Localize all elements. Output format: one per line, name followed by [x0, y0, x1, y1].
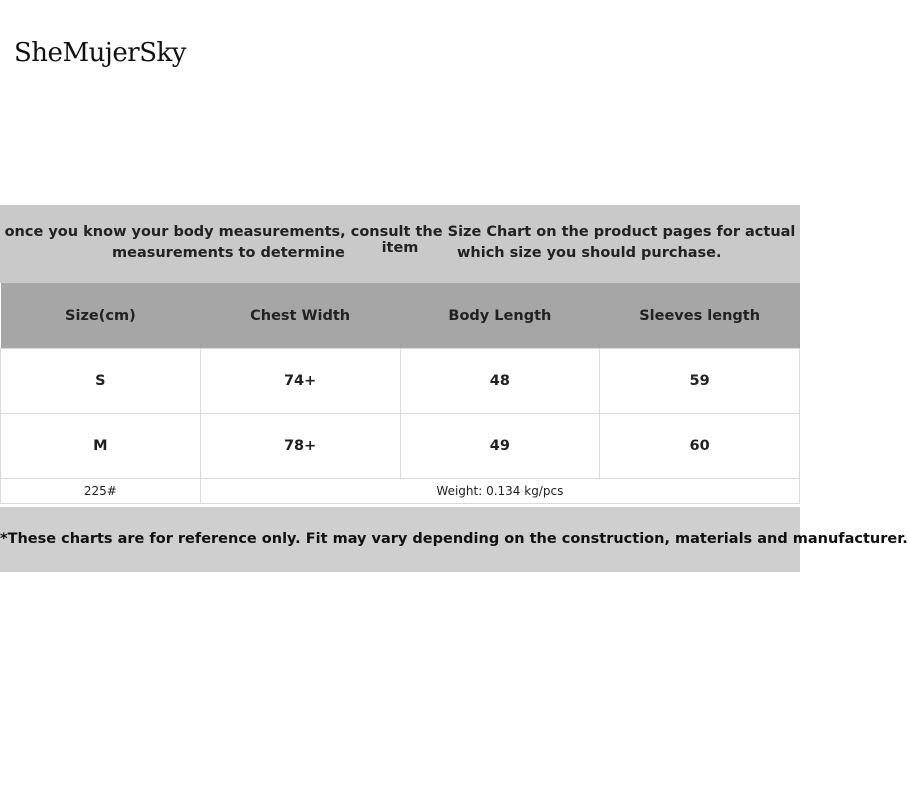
- cell-size: M: [1, 414, 201, 479]
- reference-note: *These charts are for reference only. Fit may vary depending on the construction, materials and manufacturer.: [0, 507, 800, 572]
- size-chart-table: [0, 283, 800, 504]
- table-row: [1, 349, 800, 414]
- header-body-length: Body Length: [400, 283, 600, 349]
- cell-body-length: 49: [400, 414, 600, 479]
- cell-body-length: 48: [400, 349, 600, 414]
- table-footer-row: [1, 479, 800, 504]
- brand-logo: SheMujerSky: [14, 38, 186, 68]
- intro-line-2b: which size you should purchase.: [457, 245, 722, 261]
- intro-line-2a: measurements to determine: [112, 245, 345, 261]
- header-chest-width: Chest Width: [200, 283, 400, 349]
- cell-sleeves-length: 60: [600, 414, 800, 479]
- table-header-row: [1, 283, 800, 349]
- item-code: 225#: [1, 479, 201, 504]
- header-size: Size(cm): [1, 283, 201, 349]
- item-weight: Weight: 0.134 kg/pcs: [200, 479, 799, 504]
- cell-sleeves-length: 59: [600, 349, 800, 414]
- cell-size: S: [1, 349, 201, 414]
- table-row: [1, 414, 800, 479]
- cell-chest-width: 78+: [200, 414, 400, 479]
- cell-chest-width: 74+: [200, 349, 400, 414]
- header-sleeves-length: Sleeves length: [600, 283, 800, 349]
- intro-banner: [0, 205, 800, 283]
- intro-line-1: once you know your body measurements, consult the Size Chart on the product pages for actual item: [4, 224, 796, 256]
